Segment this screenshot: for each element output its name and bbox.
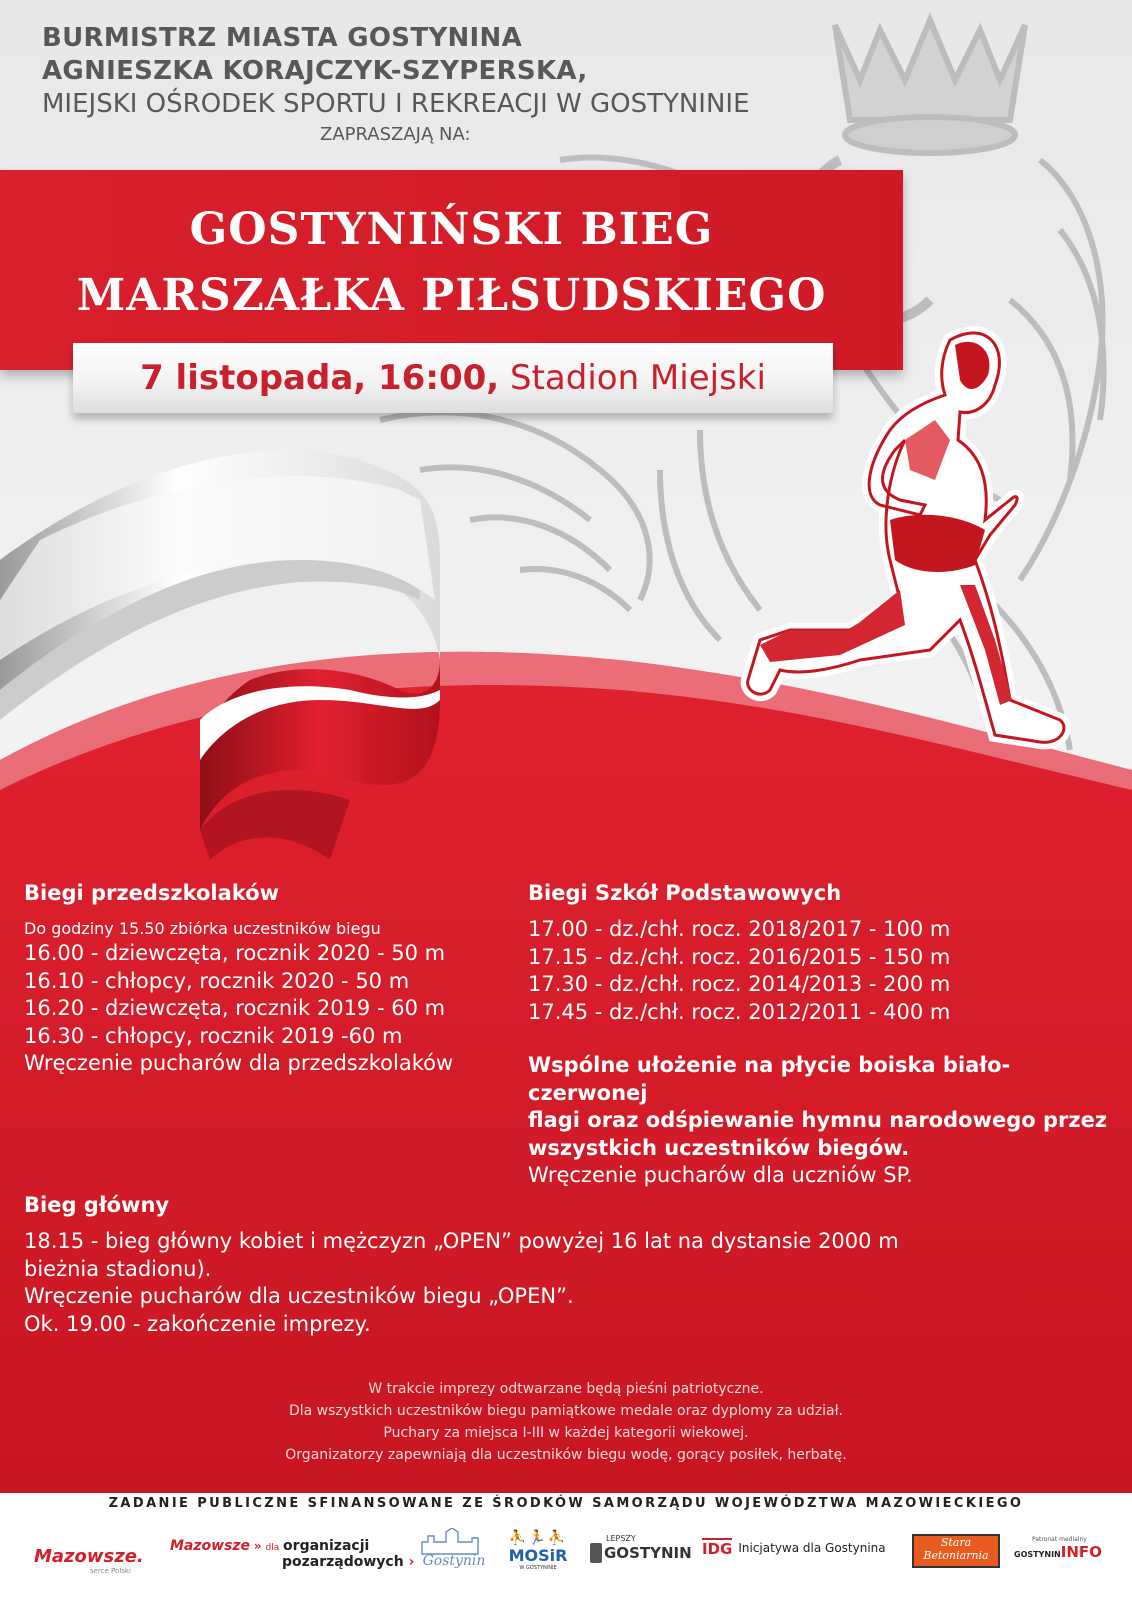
- invite-text: ZAPRASZAJĄ NA:: [320, 124, 471, 145]
- flag-ceremony-line: Wspólne ułożenie na płycie boiska biało-czerwonej: [528, 1053, 1011, 1105]
- event-venue: Stadion Miejski: [509, 358, 766, 398]
- betoniarnia-text: Betoniarnia: [923, 1549, 989, 1562]
- schedule-row: Wręczenie pucharów dla przedszkolaków: [24, 1051, 454, 1075]
- mosir-logo: [508, 1530, 568, 1571]
- mazowsze-logo-sub: serce Polski: [90, 1567, 131, 1575]
- mazowsze-logo-text: Mazowsze.: [34, 1546, 144, 1567]
- primary-schedule: [528, 916, 1118, 1026]
- schedule-row: 16.20 - dziewczęta, rocznik 2019 - 60 m: [24, 996, 446, 1020]
- idg-mark: IDG: [702, 1540, 733, 1558]
- idg-logo: [702, 1538, 886, 1558]
- mazowsze-ngo-brand: Mazowsze: [170, 1538, 251, 1554]
- schedule-row: 17.15 - dz./chł. rocz. 2016/2015 - 150 m: [528, 944, 951, 969]
- mayor-name: AGNIESZKA KORAJCZYK-SZYPERSKA,: [42, 56, 588, 86]
- note-line: Puchary za miejsca I-III w każdej kategorii wiekowej.: [383, 1425, 749, 1441]
- mazowsze-ngo-line2: [282, 1554, 414, 1570]
- preschool-section: [24, 878, 504, 1078]
- gostynin-info-logo: [1014, 1536, 1102, 1561]
- castle-icon: [416, 1528, 492, 1556]
- schedule-row: 16.00 - dziewczęta, rocznik 2020 - 50 m: [24, 941, 446, 965]
- schedule-row: 17.00 - dz./chł. rocz. 2018/2017 - 100 m: [528, 917, 951, 941]
- preschool-schedule: [24, 940, 504, 1078]
- schedule-row: 17.30 - dz./chł. rocz. 2014/2013 - 200 m: [528, 972, 951, 996]
- schedule-row: 16.30 - chłopcy, rocznik 2019 -60 m: [24, 1023, 403, 1048]
- gostynin-logo-text: Gostynin: [422, 1553, 486, 1569]
- primary-section: [528, 878, 1118, 1190]
- primary-heading: Biegi Szkół Podstawowych: [528, 881, 842, 905]
- thumb-up-icon: [590, 1543, 602, 1563]
- preschool-gathering: Do godziny 15.50 zbiórka uczestników biegu: [24, 919, 381, 938]
- gostynin-info-prefix: GOSTYNIN: [1014, 1550, 1061, 1559]
- lepszy-text: LEPSZY: [606, 1534, 636, 1543]
- date-venue-bar: [73, 343, 833, 413]
- schedule-row: Wręczenie pucharów dla uczestników biegu „OPEN”.: [24, 1284, 574, 1308]
- note-line: Dla wszystkich uczestników biegu pamiątkowe medale oraz dyplomy za udział.: [288, 1403, 844, 1419]
- lepszy-gostynin-text: GOSTYNIN: [604, 1544, 692, 1562]
- schedule-row: 16.10 - chłopcy, rocznik 2020 - 50 m: [24, 968, 410, 993]
- flag-ceremony-line: wszystkich uczestników biegów.: [528, 1135, 910, 1160]
- schedule-row: Ok. 19.00 - zakończenie imprezy.: [24, 1311, 371, 1336]
- sports-center-name: MIEJSKI OŚRODEK SPORTU I REKREACJI W GOSTYNINIE: [42, 89, 750, 119]
- event-title-line2: MARSZAŁKA PIŁSUDSKIEGO: [76, 270, 827, 321]
- sports-figures-icon: ⛹🏃⛹: [508, 1530, 568, 1546]
- main-run-schedule: [24, 1228, 1024, 1338]
- chevron-right-icon: ›: [403, 1554, 415, 1570]
- flag-ceremony-line: flagi oraz odśpiewanie hymnu narodowego przez: [528, 1108, 1108, 1132]
- patron-text: Patronat medialny: [1032, 1536, 1087, 1543]
- gostynin-info-text: INFO: [1060, 1543, 1102, 1561]
- chevron-right-icon: »: [253, 1539, 262, 1553]
- main-run-heading: Bieg główny: [24, 1193, 170, 1217]
- event-date-time: 7 listopada, 16:00,: [140, 358, 500, 398]
- preschool-heading: Biegi przedszkolaków: [24, 881, 280, 905]
- additional-notes: [0, 1378, 1132, 1466]
- lepszy-gostynin-logo: [590, 1534, 692, 1563]
- note-line: Organizatorzy zapewniają dla uczestników biegu wodę, gorący posiłek, herbatę.: [285, 1447, 847, 1463]
- schedule-row: 18.15 - bieg główny kobiet i mężczyzn „OPEN” powyżej 16 lat na dystansie 2000 m: [24, 1229, 899, 1253]
- mosir-logo-sub: W GOSTYNINIE: [519, 1565, 557, 1571]
- schedule-row: 17.45 - dz./chł. rocz. 2012/2011 - 400 m: [528, 999, 951, 1024]
- schedule-row: bieżnia stadionu).: [24, 1256, 212, 1281]
- idg-text: Inicjatywa dla Gostynina: [738, 1541, 886, 1555]
- mazowsze-ngo-logo: [170, 1538, 414, 1570]
- mayor-title: BURMISTRZ MIASTA GOSTYNINA: [42, 23, 523, 53]
- stara-text: Stara: [940, 1536, 972, 1549]
- flag-ceremony: [528, 1052, 1118, 1190]
- event-title-line1: GOSTYNIŃSKI BIEG: [189, 204, 714, 255]
- gostynin-logo: [416, 1528, 492, 1572]
- organizers-header: [42, 22, 750, 149]
- note-line: W trakcie imprezy odtwarzane będą pieśni patriotyczne.: [368, 1381, 764, 1397]
- mazowsze-ngo-dla: dla: [265, 1543, 280, 1553]
- stara-betoniarnia-logo: [912, 1534, 1000, 1568]
- mazowsze-ngo-line2-text: pozarządowych: [282, 1554, 404, 1570]
- mazowsze-logo: [34, 1546, 144, 1575]
- primary-awards: Wręczenie pucharów dla uczniów SP.: [528, 1163, 913, 1187]
- main-run-section: [24, 1190, 1024, 1338]
- mazowsze-ngo-line1: organizacji: [283, 1538, 370, 1554]
- funding-statement: ZADANIE PUBLICZNE SFINANSOWANE ZE ŚRODKÓW SAMORZĄDU WOJEWÓDZTWA MAZOWIECKIEGO: [108, 1496, 1024, 1511]
- mosir-logo-text: MOSiR: [508, 1546, 568, 1565]
